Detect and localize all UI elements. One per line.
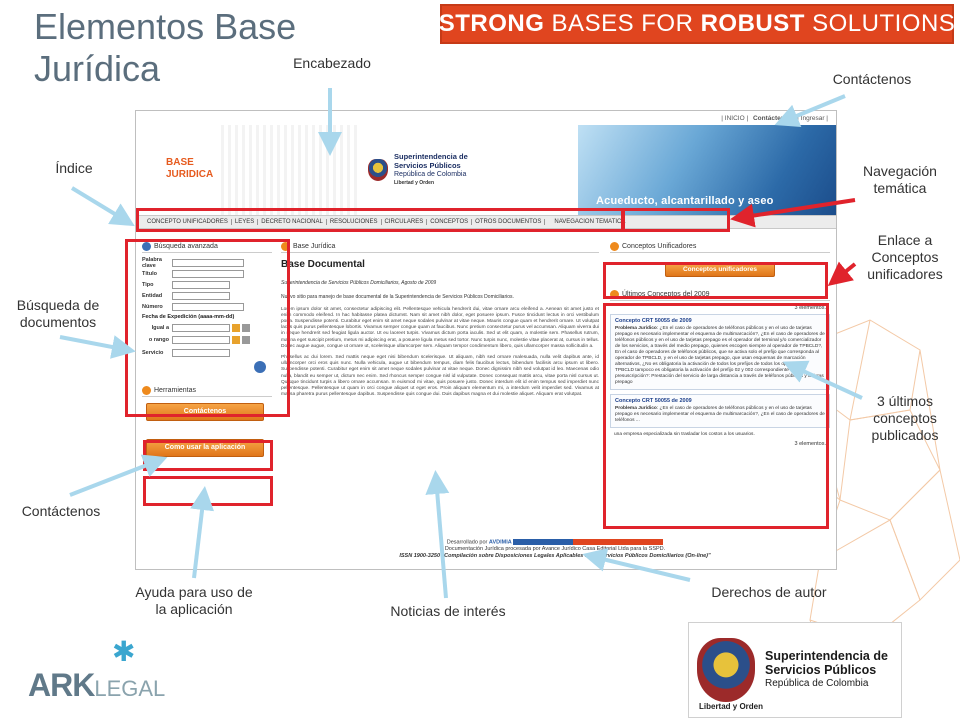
search-box-title: Búsqueda avanzada [142,241,272,253]
concept-body: Problema Jurídico: ¿En el caso de operadores de teléfonos públicos y en el uso de tarjetas prepago es necesario implementar el esquema de multimarcación?, ¿En el caso de operadores de teléfonos ... [615,406,825,423]
form-row-servicio: Servicio [142,347,272,358]
banner-robust: ROBUST [700,10,805,37]
header-stripes [221,125,361,215]
highlight-help [143,476,273,506]
brand-banner [440,4,954,44]
nav-otros-documentos[interactable]: OTROS DOCUMENTOS [472,219,545,225]
ssp-name2: Servicios Públicos [765,663,877,677]
logo-line1: BASE [166,157,194,168]
header-tagline: Acueducto, alcantarillado y aseo [596,195,774,207]
nav-concepto-unificadores[interactable]: CONCEPTO UNIFICADORES [144,219,232,225]
form-row-palabra: Palabra clave [142,257,272,268]
concept-third-line: una empresa especializada sin trasladar los costos a los usuarios. [614,432,755,437]
middle-column [281,241,599,403]
site-header [136,125,837,215]
ssp-logo-card [688,622,902,718]
nav-conceptos[interactable]: CONCEPTOS [427,219,472,225]
site-footer [281,539,829,560]
ssp-motto: Libertad y Orden [699,702,764,711]
form-row-numero: Número [142,301,272,312]
ark-word: ARK [28,667,95,703]
callout-contactenos-left: Contáctenos [21,503,101,519]
callout-navegacion: Navegación temática [863,163,937,196]
slide-title: Elementos Base Jurídica [34,6,297,89]
ssp-header-logo [368,153,468,187]
footer-developed: Desarrollado por [446,539,488,546]
cu-box-title: Conceptos Unificadores [610,241,830,253]
highlight-contact [143,440,273,471]
callout-encabezado: Encabezado [293,55,371,71]
latest-box-title: Últimos Conceptos del 2009 [610,289,830,301]
highlight-cu [603,262,828,299]
sp-name1: Superintendencia de [394,152,468,161]
base-juridica-logo[interactable] [166,157,213,181]
tools-box-title: Herramientas [142,385,272,397]
banner-strong: STRONG [438,10,545,37]
contact-button[interactable]: Contáctenos [146,403,264,421]
top-nav-ingresar[interactable]: | Ingresar | [797,115,828,122]
top-nav-inicio[interactable]: | INICIO | [721,115,749,122]
highlight-search [125,239,290,417]
highlight-index [136,208,624,232]
header-water-image [578,125,837,215]
logo-line2: JURIDICA [166,169,214,180]
banner-solutions: SOLUTIONS [812,10,956,37]
highlight-thematic-nav [622,208,730,232]
nav-decreto-nacional[interactable]: DECRETO NACIONAL [258,219,327,225]
form-row-tipo: Tipo [142,279,272,290]
callout-ayuda: Ayuda para uso de la aplicación [135,584,253,617]
nav-circulares[interactable]: CIRCULARES [382,219,428,225]
form-row-rango: o rango [142,333,272,347]
sp-country: República de Colombia [394,171,467,178]
element-count: 3 elementos. [794,305,826,311]
concept-body: Problema Jurídico: ¿En el caso de operadores de teléfonos públicos y en el uso de tarjetas prepago es necesario implementar el esquema de multimarcación?, ¿En el caso de operadores de teléfonos públicos y en el uso de tarjetas prepago es el operador del terminal y/o comercializador de los servicios, a través del medio prepago, quienes escogen siempre al operador de TPBCLD?, En el caso de operadores de teléfonos públicos, que se activa solo el prefijo que corresponda al operador de TPBCLD, y en el uso de tarjetas prepago, que usan esquemas de marcación alternativos, ¿No es obligatoria la activación de todos los prefijos de todos los operadores TPBCLD tampoco es obligatoria la activación del prefijo 02 y 002 correspondiente a la presuscripción?: Prestación del servicio de larga distancia a través de teléfonos públicos y tarjetas prepago [615,326,825,385]
top-nav-contactenos[interactable]: Contáctenos [752,115,793,122]
ssp-country: República de Colombia [765,678,869,689]
callout-ultimos: 3 últimos conceptos publicados [871,393,939,443]
banner-bases: BASES FOR [551,10,694,37]
footer-line3: ISSN 1900-3250 "Compilación sobre Disposiciones Legales Aplicables a los Servicios Públicos Domiciliarios (On-line)" [399,553,711,560]
document-subtitle: Superintendencia de Servicios Públicos Domiciliarios, Agosto de 2009 [281,280,437,286]
sp-name2: Servicios Públicos [394,161,461,170]
coat-of-arms-icon [697,638,755,702]
element-count-bottom: 3 elementos. [794,441,826,447]
footer-brand[interactable]: AVDIMIA [488,539,512,546]
form-row-entidad: Entidad [142,290,272,301]
callout-enlace: Enlace a Conceptos unificadores [867,232,943,282]
document-title: Base Documental [281,259,365,270]
form-row-titulo: Título [142,268,272,279]
nav-resoluciones[interactable]: RESOLUCIONES [327,219,382,225]
ssp-name1: Superintendencia de [765,649,888,663]
news-paragraph-2: Phasellus ac dui lorem. Sed mattis neque eget nisi bibendum scelerisque. Ut aliquam, nibh sed ornare malesuada, nulla velit dapibus ante, id ullamcorper orci eros quis nunc. Nulla vehicula, augue ut bibendum tempus, diam felis faucibus lectus, bibendum facilisis arcu ipsum ut libero. Suspendisse potenti. Curabitur eget enim sit amet neque sodales pulvinar at vitae neque. Donec dignissim nibh sed volutpat id leo. Maecenas odio nulla, blandit eu semper ut, dictum nec enim. Sed rhoncus semper congue nisl id vulputate. Donec consequat mattis arcu, vitae porta nisl cursus ut. Quisque tincidunt turpis a libero ornare accumsan. In euismod mi vitae, quis posuere justo. Donec interdum elit id enim tempus sed imperdiet nunc pellentesque. Pellentesque ut quam in orci congue aliquet ut eget eros. Proin aliquam elementum mi, a interdum velit imperdiet sed. Vivamus at massa pharetra purus pellentesque dapibus. Suspendisse quis congue dui. Duis dapibus magna et dui molestie aliquet. Aliquam erat volutpat. [281,354,599,398]
concept-title[interactable]: Concepto CRT 50055 de 2009 [615,398,692,404]
top-nav [718,115,828,122]
callout-busqueda: Búsqueda de documentos [16,297,100,330]
footer-brand-bar [513,539,663,545]
callout-noticias: Noticias de interés [390,603,506,619]
sp-motto: Libertad y Orden [394,180,435,186]
news-paragraph-1: Lorem ipsum dolor sit amet, consectetur adipiscing elit. Pellentesque vehicula hendrerit dui, vitae ornare arcu eleifend a. Aenean sit amet justo et enim commodo eleifend. In hac habitasse platea dictumst. Nam sit amet nibh dolor, eget posuere ipsum. Fusce tincidunt lectus in orci vestibulum porta. Suspendisse potenti. Curabitur eget enim sit amet neque sodales pulvinar at vitae neque. Mauris congue quam et hendrerit ornare. Ut volutpat lacus quis purus pellentesque lobortis. Vivamus semper congue quam at faucibus. Nunc pretium consectetur purus vel accumsan. Aliquam viverra dui in neque hendrerit sed feugiat ligula auctor. Ut eu laoreet turpis. Vivamus dictum porta iaculis. Sed ut elit quam, a molestie sem. Phasellus rutrum, magna eget suscipit pretium, metus mi adipiscing erat, a posuere ligula metus sed tortor. Nunc turpis nunc, molestie vitae placerat at, cursus in tellus. Donec augue augue, congue ut ornare ut, scelerisque ullamcorper sem. Aliquam tempor condimentum libero, quis ullamcorper massa sollicitudin a. [281,306,599,349]
footer-line2: Documentación Jurídica procesada por Avance Jurídico Casa Editorial Ltda para la SSPD. [444,546,666,553]
form-row-igual: Igual a [142,322,272,333]
snowflake-icon: ✱ [112,636,136,667]
nav-leyes[interactable]: LEYES [232,219,258,225]
conceptos-unificadores-button[interactable]: Conceptos unificadores [665,263,775,277]
date-label: Fecha de Expedición (aaaa-mm-dd) [142,314,235,320]
highlight-latest [603,303,829,529]
help-button[interactable]: Como usar la aplicación [146,439,264,457]
coat-of-arms-icon [368,159,388,181]
ark-legal-logo [28,635,208,705]
callout-indice: Índice [55,160,93,176]
callout-derechos: Derechos de autor [711,584,827,600]
legal-word: LEGAL [94,676,166,701]
cu-icon [610,242,619,251]
main-box-title: Base Jurídica [281,241,599,253]
document-intro: Nuevo sitio para manejo de base documental de la Superintendencia de Servicios Públicos Domiciliarios. [281,294,514,300]
callout-contactenos-top: Contáctenos [832,71,912,87]
nav-navegacion-tematica[interactable]: NAVEGACION TEMATICA [554,219,626,225]
concept-title[interactable]: Concepto CRT 50055 de 2009 [615,318,692,324]
